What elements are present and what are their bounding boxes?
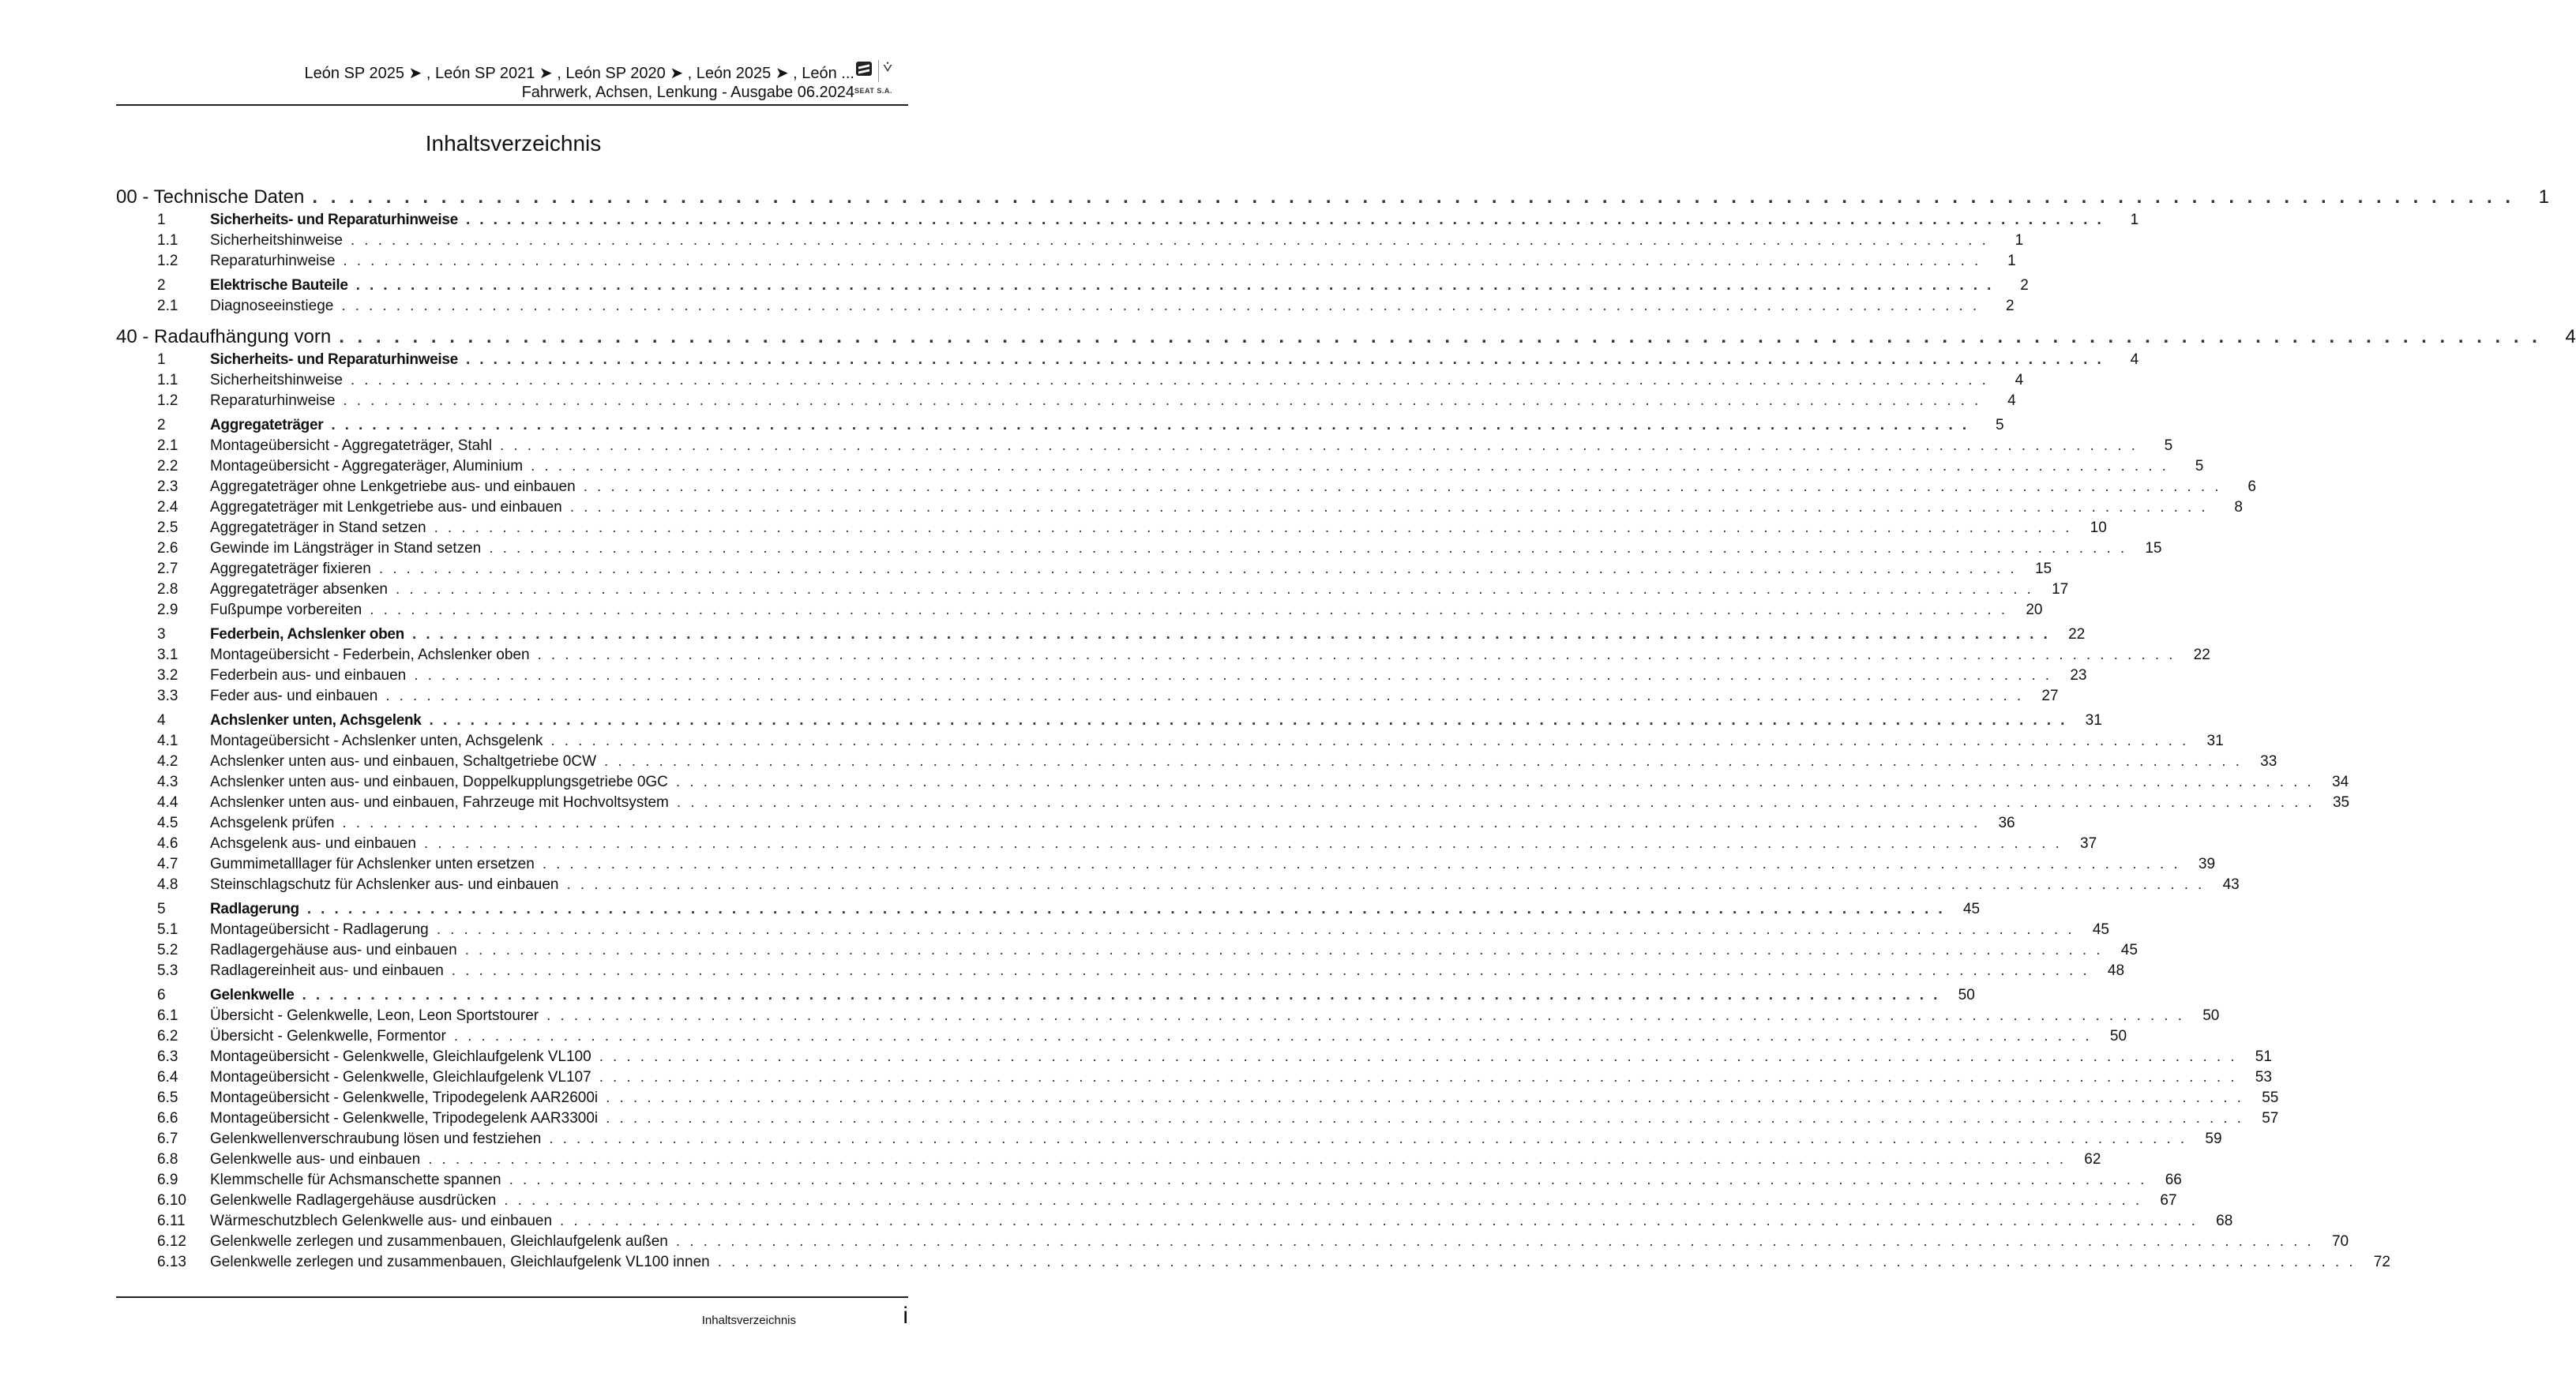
- entry-page: 5: [2164, 437, 2173, 454]
- dot-leader: . . . . . . . . . . . . . . . . . . . . . . . . . . . . . . . . . . . . . . . . . . . . . . . . . . . . . . . . . . . . . . . . . . . . . . . . . . . . . . . . . . . . . . . . . . . . . . . . . . . . . . . . . . . . . . . . . . . . . . . .: [385, 688, 2024, 704]
- entry-title: Gewinde im Längsträger in Stand setzen: [210, 540, 482, 557]
- entry-number: 6.3: [157, 1048, 178, 1065]
- dot-leader: . . . . . . . . . . . . . . . . . . . . . . . . . . . . . . . . . . . . . . . . . . . . . . . . . . . . . . . . . . . . . . . . . . . . . . . . . . . . . . . . . . . . . . . . . . . . . . . . . . . . . . . . . . . . . . . . . . . . . . . .: [604, 753, 2243, 770]
- entry-number: 6.4: [157, 1069, 178, 1086]
- entry-number: 5: [157, 901, 166, 917]
- toc-item[interactable]: [116, 1069, 2272, 1090]
- entry-title: Federbein aus- und einbauen: [210, 667, 407, 684]
- toc-item[interactable]: [116, 499, 2243, 519]
- toc-item[interactable]: [116, 372, 2024, 392]
- dot-leader: . . . . . . . . . . . . . . . . . . . . . . . . . . . . . . . . . . . . . . . . . . . . . . . . . . . . . . . . . . . . . . . . . . . . . . . . . . . . . . . . . . . . . . . . . . . . . . . . . . . . . . . . . . . . . . . . . . . . . . . .: [542, 856, 2181, 872]
- dot-leader: . . . . . . . . . . . . . . . . . . . . . . . . . . . . . . . . . . . . . . . . . . . . . . . . . . . . . . . . . . . . . . . . . . . . . . . . . . . . . . . . . . . . . . . . . . . . . . . . . . . . . . . . . . . . . . . . . . . . . . . .: [676, 794, 2315, 811]
- entry-page: 31: [2206, 733, 2224, 749]
- toc-section[interactable]: [116, 901, 1981, 921]
- entry-number: 6.8: [157, 1151, 178, 1168]
- dot-leader: . . . . . . . . . . . . . . . . . . . . . . . . . . . . . . . . . . . . . . . . . . . . . . . . . . . . . . . . . . . . . . . . . . . . . . . . . . . . . . . . . . . . . . . . . . . . . . . . . . . . . . . . . . . . . . . . . . . . . . . .: [411, 626, 2051, 643]
- logo-divider: [878, 60, 879, 82]
- seat-logo-icon: [856, 62, 872, 76]
- entry-page: 50: [2202, 1007, 2220, 1024]
- entry-page: 55: [2262, 1090, 2279, 1106]
- entry-title: Reparaturhinweise: [210, 253, 336, 269]
- dot-leader: . . . . . . . . . . . . . . . . . . . . . . . . . . . . . . . . . . . . . . . . . . . . . . . . . . . . . . . . . . . . . . . . . . . . . . . . . . . . . . . . . . . . . . . . . . . . . . . . . . . . . . . . . . . . . . . . . . . . . . . .: [675, 1233, 2315, 1250]
- entry-number: 2: [157, 277, 166, 294]
- entry-number: 6: [157, 987, 166, 1003]
- entry-number: 1.2: [157, 392, 178, 409]
- entry-title: Diagnoseeinstiege: [210, 298, 334, 314]
- footer-rule: [116, 1296, 908, 1298]
- entry-number: 2.7: [157, 561, 178, 577]
- page-number: i: [903, 1303, 908, 1329]
- toc-item[interactable]: [116, 581, 2069, 602]
- toc-item[interactable]: [116, 1233, 2349, 1254]
- dot-leader: . . . . . . . . . . . . . . . . . . . . . . . . . . . . . . . . . . . . . . . . . . . . . . . . . . . . . . . . . . . . . . . . . . . . . . . . . . . . . . . . . . . . . . . . . . . . . . . . . . . . . . . . . . . . . . . . . . . . . . . .: [583, 478, 2221, 495]
- entry-title: Sicherheitshinweise: [210, 232, 343, 249]
- entry-number: 1.1: [157, 372, 178, 388]
- entry-title: Elektrische Bauteile: [210, 277, 348, 294]
- entry-number: 6.12: [157, 1233, 186, 1250]
- dot-leader: . . . . . . . . . . . . . . . . . . . . . . . . . . . . . . . . . . . . . . . . . . . . . . . . . . . . . . . . . . . . . . . . . . . . . . . . . . . . . . . . . . . . . . . . . . . . . . . . . . . . . . . . . . . . . . . . . . . . . . . .: [537, 647, 2176, 663]
- dot-leader: . . . . . . . . . . . . . . . . . . . . . . . . . . . . . . . . . . . . . . . . . . . . . . . . . . . . . . . . . . . . . . . . . . . . . . . . . . . . . . . . . . . . . . . . . . . . . . . . . . . . . . . . . . . . . . . . . . . . . . . .: [489, 540, 2127, 557]
- header-subtitle: Fahrwerk, Achsen, Lenkung - Ausgabe 06.2024: [521, 84, 854, 101]
- dot-leader: . . . . . . . . . . . . . . . . . . . . . . . . . . . . . . . . . . . . . . . . . . . . . . . . . . . . . . . . . . . . . . . . . . . . . . . . . . . . . . . . . . . . . . . . . . . . . . . . . . . . . . . . . . . . . . . . . . . . . . . .: [500, 437, 2139, 454]
- dot-leader: . . . . . . . . . . . . . . . . . . . . . . . . . . . . . . . . . . . . . . . . . . . . . . . . . . . . . . . . . . . . . . . . . . . . . . . . . . . . . . . . . . . . . . . . . . . . . . . . . . . . . . . . . . . . . . . . . . . . . . . .: [569, 499, 2208, 516]
- toc-item[interactable]: [116, 794, 2350, 815]
- dot-leader: . . . . . . . . . . . . . . . . . . . . . . . . . . . . . . . . . . . . . . . . . . . . . . . . . . . . . . . . . . . . . . . . . . . . . . . . . . . . . . . . . . . . . . . . . . . . . . . . . . . . . . . . . . . . . . . . . . . . . . . .: [350, 372, 1989, 388]
- entry-number: 3.1: [157, 647, 178, 663]
- dot-leader: . . . . . . . . . . . . . . . . . . . . . . . . . . . . . . . . . . . . . . . . . . . . . . . . . . . . . . . . . . . . . . . . . . . . . . . . . . . . . . . . . . . . . . . . . . . . . . . . . . . . . . . . . . . . . . . . . . . . . . . .: [599, 1069, 2237, 1086]
- entry-page: 37: [2080, 835, 2097, 852]
- entry-page: 15: [2034, 561, 2052, 577]
- toc-section[interactable]: [116, 417, 2004, 437]
- toc-item[interactable]: [116, 540, 2162, 561]
- dot-leader: . . . . . . . . . . . . . . . . . . . . . . . . . . . . . . . . . . . . . . . . . . . . . . . . . . . . . . . . . . . . . . . . . . . . . . . . . . . . . . . . . . . . . . . . . . . . . . . . . . . . . . . . . . . . . . . . . . . . . . . .: [378, 561, 2018, 577]
- dot-leader: . . . . . . . . . . . . . . . . . . . . . . . . . . . . . . . . . . . . . . . . . . . . . . . . . . . . . . . . . . . . . . . . . . . . . . . . . . . . . . . . . . . . . . . . . . . . . . . . . . . . . . . . . . . . . . . . . . . . . . . .: [434, 519, 2072, 536]
- toc-section[interactable]: [116, 277, 2029, 298]
- entry-title: Achslenker unten aus- und einbauen, Schaltgetriebe 0CW: [210, 753, 597, 770]
- entry-title: Montageübersicht - Gelenkwelle, Tripodegelenk AAR2600i: [210, 1090, 599, 1106]
- entry-number: 1.2: [157, 253, 178, 269]
- entry-title: Montageübersicht - Gelenkwelle, Gleichlaufgelenk VL107: [210, 1069, 591, 1086]
- toc-item[interactable]: [116, 876, 2240, 897]
- entry-page: 45: [1962, 901, 1981, 917]
- dot-leader: . . . . . . . . . . . . . . . . . . . . . . . . . . . . . . . . . . . . . . . . . . . . . . . . . . . . . . . . . . . . . . . . . . . . . . . . . . . . . . . . . . . . . . . . . . . . . . . . . . . . . . . . . . . . . . . . . . . . . . . .: [549, 1131, 2187, 1147]
- entry-page: 57: [2262, 1110, 2279, 1127]
- entry-title: 40 - Radaufhängung vorn: [116, 326, 332, 347]
- entry-title: Aggregateträger fixieren: [210, 561, 371, 577]
- toc-chapter[interactable]: [116, 186, 2550, 212]
- toc-item[interactable]: [116, 667, 2087, 688]
- entry-title: Federbein, Achslenker oben: [210, 626, 404, 643]
- entry-page: 45: [2120, 942, 2138, 958]
- entry-title: Reparaturhinweise: [210, 392, 336, 409]
- entry-page: 45: [2092, 921, 2109, 938]
- entry-number: 1.1: [157, 232, 178, 249]
- entry-title: Wärmeschutzblech Gelenkwelle aus- und einbauen: [210, 1213, 553, 1229]
- toc-item[interactable]: [116, 856, 2216, 876]
- entry-number: 4.7: [157, 856, 178, 872]
- footer-label: Inhaltsverzeichnis: [701, 1314, 796, 1327]
- toc-item[interactable]: [116, 1192, 2177, 1213]
- entry-number: 6.5: [157, 1090, 178, 1106]
- entry-title: Gelenkwelle aus- und einbauen: [210, 1151, 421, 1168]
- entry-number: 2: [157, 417, 166, 433]
- entry-title: Gelenkwelle zerlegen und zusammenbauen, Gleichlaufgelenk VL100 innen: [210, 1254, 710, 1270]
- entry-number: 2.1: [157, 298, 178, 314]
- entry-number: 6.10: [157, 1192, 186, 1209]
- dot-leader: . . . . . . . . . . . . . . . . . . . . . . . . . . . . . . . . . . . . . . . . . . . . . . . . . . . . . . . . . . . . . . . . . . . . . . . . . . . . . . . . . . . . . . . . . . . . . . . . . . . . . . . . . . . . . . . . . . . . . . . .: [550, 733, 2189, 749]
- dot-leader: . . . . . . . . . . . . . . . . . . . . . . . . . . . . . . . . . . . . . . . . . . . . . . . . . . . . . . . . . . . . . . . . . . . . . . . . . . . . . . . . . . . . . . . . . . . . . . . . . . . . . . . . . . . . . . . . . . . . . . . .: [509, 1172, 2147, 1188]
- entry-title: Achslenker unten aus- und einbauen, Doppelkupplungsgetriebe 0GC: [210, 774, 668, 790]
- entry-number: 5.1: [157, 921, 178, 938]
- dot-leader: . . . . . . . . . . . . . . . . . . . . . . . . . . . . . . . . . . . . . . . . . . . . . . . . . . . . . . . . . . . . . . . . . . . . . . . . . . . . . . . . . . . . . . . . . . . . . . . . . . . . . . . . . . . . . . . . . . . . . . . .: [414, 667, 2052, 684]
- header-rule: [116, 104, 908, 106]
- entry-page: 17: [2052, 581, 2069, 598]
- entry-title: Montageübersicht - Radlagerung: [210, 921, 429, 938]
- entry-title: Achsgelenk prüfen: [210, 815, 335, 831]
- dot-leader: . . . . . . . . . . . . . . . . . . . . . . . . . . . . . . . . . . . . . . . . . . . . . . . . . . . . . . . . . . . . . . . . . . . . . . . . . . . . . . . . . . . . . . . . . . . . . . . . . . . . . . . . . . . . . . . . . . . . . . . .: [370, 602, 2008, 618]
- toc-item[interactable]: [116, 602, 2043, 622]
- entry-title: Übersicht - Gelenkwelle, Leon, Leon Sportstourer: [210, 1007, 539, 1024]
- entry-number: 6.6: [157, 1110, 178, 1127]
- header-models: León SP 2025 ➤ , León SP 2021 ➤ , León SP 2020 ➤ , León 2025 ➤ , León ...: [304, 65, 854, 82]
- entry-page: 10: [2090, 519, 2107, 536]
- entry-title: Montageübersicht - Gelenkwelle, Gleichlaufgelenk VL100: [210, 1048, 591, 1065]
- toc-section[interactable]: [116, 626, 2086, 647]
- toc-item[interactable]: [116, 1213, 2233, 1233]
- entry-page: 1: [2015, 232, 2024, 249]
- entry-number: 4.5: [157, 815, 178, 831]
- dot-leader: . . . . . . . . . . . . . . . . . . . . . . . . . . . . . . . . . . . . . . . . . . . . . . . . . . . . . . . . . . . . . . . . . . . . . . . . . . . . . . . . . . . . . . . . . . . . . . . . . . . . . . . . . . . . . . . . . . . . . . . .: [464, 942, 2103, 958]
- dot-leader: . . . . . . . . . . . . . . . . . . . . . . . . . . . . . . . . . . . . . . . . . . . . . . . . . . . . . . . . . . . . . . . . . . . . . . . . . . . . . . . . . . . . . . . . . . . . . . . . . . . . . . . . . . . . . . . . . . . . . . . .: [429, 712, 2067, 729]
- dot-leader: . . . . . . . . . . . . . . . . . . . . . . . . . . . . . . . . . . . . . . . . . . . . . . . . . . . . . . . . . . . . . . . . . . . . . . . . . . . . . . . . . . . . . . . . . . . . . . . . . . . . . . . . . . . . . . . . . . . . . . . .: [465, 351, 2105, 368]
- entry-number: 4.8: [157, 876, 178, 893]
- logo-text: SEAT S.A.: [854, 87, 892, 95]
- entry-title: Sicherheitshinweise: [210, 372, 343, 388]
- entry-title: 00 - Technische Daten: [116, 186, 305, 208]
- entry-number: 1: [157, 351, 166, 368]
- entry-number: 2.5: [157, 519, 178, 536]
- entry-number: 3: [157, 626, 166, 643]
- toc-item[interactable]: [116, 1110, 2279, 1131]
- toc-item[interactable]: [116, 733, 2224, 753]
- entry-page: 4: [2007, 392, 2016, 409]
- toc-item[interactable]: [116, 253, 2016, 273]
- entry-title: Fußpumpe vorbereiten: [210, 602, 362, 618]
- entry-title: Steinschlagschutz für Achslenker aus- und einbauen: [210, 876, 559, 893]
- entry-title: Radlagergehäuse aus- und einbauen: [210, 942, 457, 958]
- dot-leader: . . . . . . . . . . . . . . . . . . . . . . . . . . . . . . . . . . . . . . . . . . . . . . . . . . . . . . . . . . . . . . . . . . . . . . . . . . . . . . . . . . . . . . . . . . . . . . . . . . . . . . . . . . . . . . . . . . . . . . . .: [675, 774, 2315, 790]
- toc-section[interactable]: [116, 987, 1975, 1007]
- toc-section[interactable]: [116, 351, 2139, 372]
- entry-title: Klemmschelle für Achsmanschette spannen: [210, 1172, 501, 1188]
- dot-leader: . . . . . . . . . . . . . . . . . . . . . . . . . . . . . . . . . . . . . . . . . . . . . . . . . . . . . . . . . . . . . . . . . . . . . . . . . . . . . . . . . . . . . . . . . . . . . . . . . . . . . . . . . . . . . . . . . . . . . . . .: [465, 212, 2105, 228]
- dot-leader: . . . . . . . . . . . . . . . . . . . . . . . . . . . . . . . . . . . . . . . . . . . . . . . . . . . . . . . . . . . . . . . . . . . . . . . . . . . . . . . . . . . . . . . . . . . . . . . . . . . . . . . . . . . . . . . . . . . . . . . .: [306, 901, 1946, 917]
- entry-number: 6.13: [157, 1254, 186, 1270]
- entry-number: 3.2: [157, 667, 178, 684]
- dot-leader: . . . . . . . . . . . . . . . . . . . . . . . . . . . . . . . . . . . . . . . . . . . . . . . . . . . . . . . . . . . . . . . . . . . . . . . . . . . . . . . . . . . . . . . . . . . . . . . . . . . . . . . . . . . . . . . . . . . . . . . .: [606, 1110, 2244, 1127]
- entry-page: 34: [2332, 774, 2349, 790]
- entry-page: 36: [1998, 815, 2015, 831]
- entry-number: 1: [157, 212, 166, 228]
- dot-leader: . . . . . . . . . . . . . . . . . . . . . . . . . . . . . . . . . . . . . . . . . . . . . . . . . . . . . . . . . . . . . . . . . . . . . . . . . . . . . . . . . . . . . . . . . . . . . . . . . . . . . . . . . . . . . . . . . . . . . . . .: [331, 417, 1970, 433]
- entry-page: 27: [2041, 688, 2059, 704]
- entry-title: Montageübersicht - Achslenker unten, Achsgelenk: [210, 733, 543, 749]
- entry-page: 39: [2198, 856, 2216, 872]
- toc-item[interactable]: [116, 561, 2052, 581]
- entry-number: 5.3: [157, 962, 178, 979]
- entry-number: 2.8: [157, 581, 178, 598]
- toc-item[interactable]: [116, 647, 2210, 667]
- dot-leader: . . . . . . . . . . . . . . . . . . . . . . . . . . . . . . . . . . . . . . . . . . . . . . . . . . . . . . . . . . . . . . . . . . . . . . . . . . . . . . . . . . . . . . . . . . . . . . . . . . . . . . . . . . . . . . . . . . . . . . . .: [531, 458, 2169, 474]
- entry-title: Aggregateträger in Stand setzen: [210, 519, 426, 536]
- entry-number: 6.7: [157, 1131, 178, 1147]
- dot-leader: . . . . . . . . . . . . . . . . . . . . . . . . . . . . . . . . . . . . . . . . . . . . . . . . . . . . . . . . . . . . . . . . . . . . . . . . . . . . . . . . . . . . . . . . . . . . . . . . . . . . . . . . . . . . . . . . . . . . . . . .: [453, 1028, 2093, 1045]
- toc-item[interactable]: [116, 688, 2059, 708]
- table-of-contents: [116, 186, 2576, 1274]
- entry-page: 67: [2160, 1192, 2177, 1209]
- entry-number: 4.6: [157, 835, 178, 852]
- dot-leader: . . . . . . . . . . . . . . . . . . . . . . . . . . . . . . . . . . . . . . . . . . . . . . . . . . . . . . . . . . . . . . . . . . . . . . . . . . . . . . . . . . . . . . . . . . . . . . . . . . . . . . . . . . . . . . . . . . . . . . . .: [312, 186, 2515, 208]
- entry-page: 72: [2373, 1254, 2390, 1270]
- entry-number: 5.2: [157, 942, 178, 958]
- entry-title: Sicherheits- und Reparaturhinweise: [210, 351, 458, 368]
- dot-leader: . . . . . . . . . . . . . . . . . . . . . . . . . . . . . . . . . . . . . . . . . . . . . . . . . . . . . . . . . . . . . . . . . . . . . . . . . . . . . . . . . . . . . . . . . . . . . . . . . . . . . . . . . . . . . . . . . . . . . . . .: [350, 232, 1989, 249]
- toc-item[interactable]: [116, 1172, 2182, 1192]
- entry-title: Montageübersicht - Federbein, Achslenker oben: [210, 647, 530, 663]
- seat-cupra-logo: [853, 60, 908, 99]
- entry-page: 1: [2007, 253, 2016, 269]
- entry-title: Achslenker unten aus- und einbauen, Fahrzeuge mit Hochvoltsystem: [210, 794, 669, 811]
- dot-leader: . . . . . . . . . . . . . . . . . . . . . . . . . . . . . . . . . . . . . . . . . . . . . . . . . . . . . . . . . . . . . . . . . . . . . . . . . . . . . . . . . . . . . . . . . . . . . . . . . . . . . . . . . . . . . . . . . . . . . . . .: [599, 1048, 2237, 1065]
- entry-number: 2.2: [157, 458, 178, 474]
- dot-leader: . . . . . . . . . . . . . . . . . . . . . . . . . . . . . . . . . . . . . . . . . . . . . . . . . . . . . . . . . . . . . . . . . . . . . . . . . . . . . . . . . . . . . . . . . . . . . . . . . . . . . . . . . . . . . . . . . . . . . . . .: [606, 1090, 2244, 1106]
- entry-page: 48: [2107, 962, 2125, 979]
- entry-number: 4.4: [157, 794, 178, 811]
- entry-number: 4.3: [157, 774, 178, 790]
- entry-title: Gelenkwelle: [210, 987, 295, 1003]
- entry-page: 22: [2068, 626, 2086, 643]
- entry-page: 68: [2216, 1213, 2233, 1229]
- dot-leader: . . . . . . . . . . . . . . . . . . . . . . . . . . . . . . . . . . . . . . . . . . . . . . . . . . . . . . . . . . . . . . . . . . . . . . . . . . . . . . . . . . . . . . . . . . . . . . . . . . . . . . . . . . . . . . . . . . . . . . . .: [342, 815, 1981, 831]
- dot-leader: . . . . . . . . . . . . . . . . . . . . . . . . . . . . . . . . . . . . . . . . . . . . . . . . . . . . . . . . . . . . . . . . . . . . . . . . . . . . . . . . . . . . . . . . . . . . . . . . . . . . . . . . . . . . . . . . . . . . . . . .: [396, 581, 2034, 598]
- toc-item[interactable]: [116, 1151, 2101, 1172]
- entry-page: 1: [2130, 212, 2139, 228]
- entry-page: 4: [2130, 351, 2139, 368]
- toc-item[interactable]: [116, 392, 2016, 413]
- dot-leader: . . . . . . . . . . . . . . . . . . . . . . . . . . . . . . . . . . . . . . . . . . . . . . . . . . . . . . . . . . . . . . . . . . . . . . . . . . . . . . . . . . . . . . . . . . . . . . . . . . . . . . . . . . . . . . . . . . . . . . . .: [428, 1151, 2067, 1168]
- entry-title: Montageübersicht - Gelenkwelle, Tripodegelenk AAR3300i: [210, 1110, 599, 1127]
- toc-item[interactable]: [116, 458, 2204, 478]
- toc-item[interactable]: [116, 298, 2015, 318]
- entry-page: 66: [2165, 1172, 2182, 1188]
- dot-leader: . . . . . . . . . . . . . . . . . . . . . . . . . . . . . . . . . . . . . . . . . . . . . . . . . . . . . . . . . . . . . . . . . . . . . . . . . . . . . . . . . . . . . . . . . . . . . . . . . . . . . . . . . . . . . . . . . . . . . . . .: [560, 1213, 2199, 1229]
- dot-leader: . . . . . . . . . . . . . . . . . . . . . . . . . . . . . . . . . . . . . . . . . . . . . . . . . . . . . . . . . . . . . . . . . . . . . . . . . . . . . . . . . . . . . . . . . . . . . . . . . . . . . . . . . . . . . . . . . . . . . . . .: [343, 253, 1981, 269]
- toc-item[interactable]: [116, 921, 2109, 942]
- entry-number: 4.2: [157, 753, 178, 770]
- entry-number: 2.9: [157, 602, 178, 618]
- entry-title: Sicherheits- und Reparaturhinweise: [210, 212, 458, 228]
- entry-title: Aggregateträger ohne Lenkgetriebe aus- und einbauen: [210, 478, 576, 495]
- toc-section[interactable]: [116, 212, 2139, 232]
- entry-title: Montageübersicht - Aggregateträger, Stahl: [210, 437, 493, 454]
- entry-page: 5: [2195, 458, 2204, 474]
- entry-page: 15: [2145, 540, 2162, 557]
- entry-page: 62: [2084, 1151, 2101, 1168]
- entry-number: 2.4: [157, 499, 178, 516]
- entry-page: 33: [2260, 753, 2277, 770]
- entry-page: 53: [2255, 1069, 2272, 1086]
- toc-item[interactable]: [116, 437, 2173, 458]
- toc-item[interactable]: [116, 1090, 2279, 1110]
- toc-item[interactable]: [116, 1131, 2222, 1151]
- dot-leader: . . . . . . . . . . . . . . . . . . . . . . . . . . . . . . . . . . . . . . . . . . . . . . . . . . . . . . . . . . . . . . . . . . . . . . . . . . . . . . . . . . . . . . . . . . . . . . . . . . . . . . . . . . . . . . . . . . . . . . . .: [355, 277, 1994, 294]
- dot-leader: . . . . . . . . . . . . . . . . . . . . . . . . . . . . . . . . . . . . . . . . . . . . . . . . . . . . . . . . . . . . . . . . . . . . . . . . . . . . . . . . . . . . . . . . . . . . . . . . . . . . . . . . . . . . . . . . . . . . . . . .: [566, 876, 2205, 893]
- toc-item[interactable]: [116, 478, 2256, 499]
- entry-page: 35: [2332, 794, 2350, 811]
- entry-title: Radlagerung: [210, 901, 299, 917]
- toc-item[interactable]: [116, 519, 2107, 540]
- toc-section[interactable]: [116, 712, 2102, 733]
- entry-title: Montageübersicht - Aggregateräger, Aluminium: [210, 458, 524, 474]
- entry-title: Übersicht - Gelenkwelle, Formentor: [210, 1028, 446, 1045]
- entry-title: Gummimetalllager für Achslenker unten ersetzen: [210, 856, 535, 872]
- toc-item[interactable]: [116, 942, 2138, 962]
- toc-item[interactable]: [116, 1254, 2390, 1274]
- toc-item[interactable]: [116, 232, 2024, 253]
- entry-number: 6.9: [157, 1172, 178, 1188]
- page-title: Inhaltsverzeichnis: [425, 131, 602, 156]
- dot-leader: . . . . . . . . . . . . . . . . . . . . . . . . . . . . . . . . . . . . . . . . . . . . . . . . . . . . . . . . . . . . . . . . . . . . . . . . . . . . . . . . . . . . . . . . . . . . . . . . . . . . . . . . . . . . . . . . . . . . . . . .: [504, 1192, 2142, 1209]
- toc-item[interactable]: [116, 815, 2015, 835]
- dot-leader: . . . . . . . . . . . . . . . . . . . . . . . . . . . . . . . . . . . . . . . . . . . . . . . . . . . . . . . . . . . . . . . . . . . . . . . . . . . . . . . . . . . . . . . . . . . . . . . . . . . . . . . . . . . . . . . . . . . . . . . .: [339, 326, 2541, 347]
- entry-title: Feder aus- und einbauen: [210, 688, 378, 704]
- dot-leader: . . . . . . . . . . . . . . . . . . . . . . . . . . . . . . . . . . . . . . . . . . . . . . . . . . . . . . . . . . . . . . . . . . . . . . . . . . . . . . . . . . . . . . . . . . . . . . . . . . . . . . . . . . . . . . . . . . . . . . . .: [717, 1254, 2356, 1270]
- toc-item[interactable]: [116, 962, 2125, 983]
- entry-number: 2.3: [157, 478, 178, 495]
- entry-page: 59: [2205, 1131, 2222, 1147]
- entry-number: 6.1: [157, 1007, 178, 1024]
- entry-page: 2: [2020, 277, 2029, 294]
- entry-title: Gelenkwellenverschraubung lösen und festziehen: [210, 1131, 542, 1147]
- entry-title: Gelenkwelle zerlegen und zusammenbauen, Gleichlaufgelenk außen: [210, 1233, 668, 1250]
- entry-number: 2.1: [157, 437, 178, 454]
- entry-title: Aggregateträger absenken: [210, 581, 388, 598]
- entry-page: 4: [2565, 326, 2576, 347]
- entry-page: 1: [2538, 186, 2550, 208]
- entry-title: Achslenker unten, Achsgelenk: [210, 712, 422, 729]
- entry-number: 4.1: [157, 733, 178, 749]
- entry-number: 6.11: [157, 1213, 186, 1229]
- toc-item[interactable]: [116, 1048, 2272, 1069]
- dot-leader: . . . . . . . . . . . . . . . . . . . . . . . . . . . . . . . . . . . . . . . . . . . . . . . . . . . . . . . . . . . . . . . . . . . . . . . . . . . . . . . . . . . . . . . . . . . . . . . . . . . . . . . . . . . . . . . . . . . . . . . .: [423, 835, 2063, 852]
- toc-chapter[interactable]: [116, 326, 2576, 351]
- entry-title: Achsgelenk aus- und einbauen: [210, 835, 416, 852]
- entry-page: 51: [2255, 1048, 2272, 1065]
- entry-page: 5: [1995, 417, 2004, 433]
- toc-item[interactable]: [116, 753, 2277, 774]
- entry-page: 8: [2234, 499, 2243, 516]
- entry-number: 2.6: [157, 540, 178, 557]
- entry-page: 4: [2015, 372, 2024, 388]
- entry-page: 23: [2070, 667, 2087, 684]
- entry-page: 70: [2331, 1233, 2349, 1250]
- entry-title: Aggregateträger: [210, 417, 324, 433]
- entry-page: 6: [2247, 478, 2256, 495]
- toc-item[interactable]: [116, 835, 2097, 856]
- dot-leader: . . . . . . . . . . . . . . . . . . . . . . . . . . . . . . . . . . . . . . . . . . . . . . . . . . . . . . . . . . . . . . . . . . . . . . . . . . . . . . . . . . . . . . . . . . . . . . . . . . . . . . . . . . . . . . . . . . . . . . . .: [302, 987, 1940, 1003]
- entry-page: 50: [1958, 987, 1975, 1003]
- dot-leader: . . . . . . . . . . . . . . . . . . . . . . . . . . . . . . . . . . . . . . . . . . . . . . . . . . . . . . . . . . . . . . . . . . . . . . . . . . . . . . . . . . . . . . . . . . . . . . . . . . . . . . . . . . . . . . . . . . . . . . . .: [451, 962, 2090, 979]
- toc-item[interactable]: [116, 1007, 2220, 1028]
- entry-page: 2: [2006, 298, 2015, 314]
- cupra-logo-icon: ⩒: [883, 58, 893, 76]
- dot-leader: . . . . . . . . . . . . . . . . . . . . . . . . . . . . . . . . . . . . . . . . . . . . . . . . . . . . . . . . . . . . . . . . . . . . . . . . . . . . . . . . . . . . . . . . . . . . . . . . . . . . . . . . . . . . . . . . . . . . . . . .: [436, 921, 2075, 938]
- entry-number: 4: [157, 712, 166, 729]
- entry-page: 22: [2193, 647, 2210, 663]
- entry-title: Radlagereinheit aus- und einbauen: [210, 962, 444, 979]
- entry-title: Aggregateträger mit Lenkgetriebe aus- und einbauen: [210, 499, 562, 516]
- toc-item[interactable]: [116, 1028, 2127, 1048]
- entry-page: 50: [2109, 1028, 2127, 1045]
- entry-number: 6.2: [157, 1028, 178, 1045]
- entry-title: Gelenkwelle Radlagergehäuse ausdrücken: [210, 1192, 497, 1209]
- entry-page: 20: [2026, 602, 2043, 618]
- dot-leader: . . . . . . . . . . . . . . . . . . . . . . . . . . . . . . . . . . . . . . . . . . . . . . . . . . . . . . . . . . . . . . . . . . . . . . . . . . . . . . . . . . . . . . . . . . . . . . . . . . . . . . . . . . . . . . . . . . . . . . . .: [341, 298, 1980, 314]
- entry-page: 43: [2222, 876, 2240, 893]
- toc-item[interactable]: [116, 774, 2349, 794]
- entry-page: 31: [2085, 712, 2102, 729]
- entry-number: 3.3: [157, 688, 178, 704]
- dot-leader: . . . . . . . . . . . . . . . . . . . . . . . . . . . . . . . . . . . . . . . . . . . . . . . . . . . . . . . . . . . . . . . . . . . . . . . . . . . . . . . . . . . . . . . . . . . . . . . . . . . . . . . . . . . . . . . . . . . . . . . .: [546, 1007, 2185, 1024]
- dot-leader: . . . . . . . . . . . . . . . . . . . . . . . . . . . . . . . . . . . . . . . . . . . . . . . . . . . . . . . . . . . . . . . . . . . . . . . . . . . . . . . . . . . . . . . . . . . . . . . . . . . . . . . . . . . . . . . . . . . . . . . .: [343, 392, 1981, 409]
